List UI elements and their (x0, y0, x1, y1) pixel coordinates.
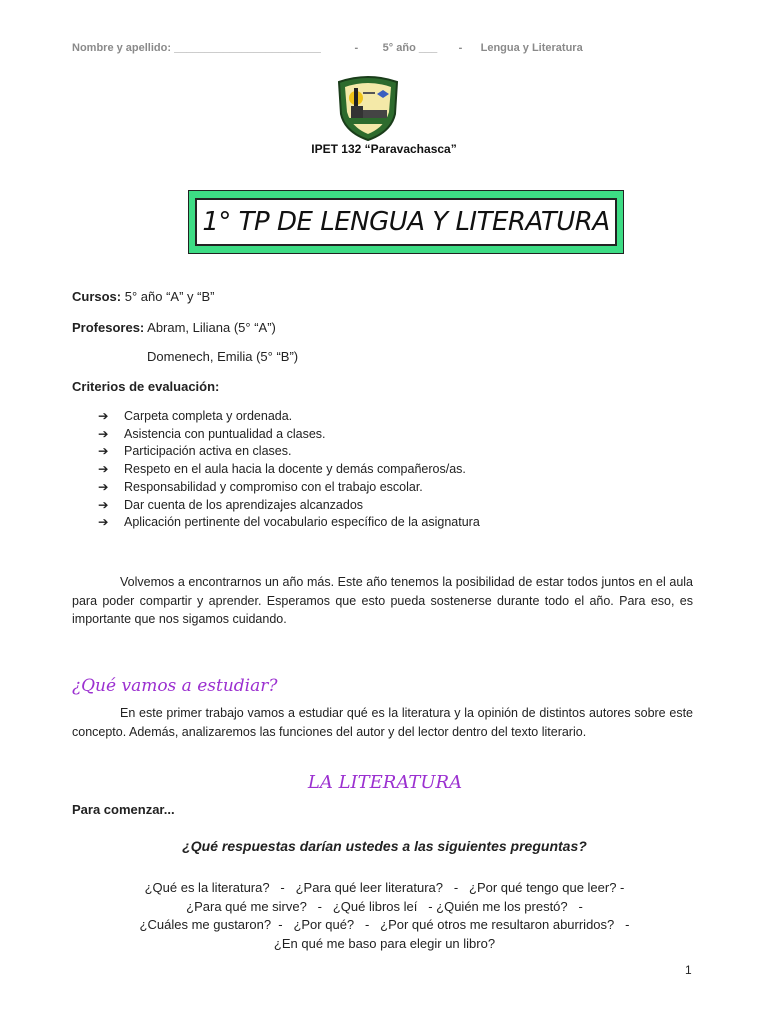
criteria-list (98, 408, 480, 532)
arrow-icon: ➔ (98, 426, 109, 441)
teachers-line (72, 320, 276, 335)
page-number: 1 (685, 963, 692, 977)
question-line: ¿Qué es la literatura? - ¿Para qué leer literatura? - ¿Por qué tengo que leer? - (144, 880, 625, 895)
student-header (72, 42, 632, 54)
section-title: LA LITERATURA (307, 772, 463, 793)
courses-label: Cursos: (72, 289, 122, 304)
school-name: IPET 132 “Paravachasca” (311, 142, 457, 156)
header-separator: - (458, 42, 463, 54)
list-item: ➔ Carpeta completa y ordenada. (98, 408, 480, 426)
question-line: ¿Para qué me sirve? - ¿Qué libros leí - ¿Quién me los prestó? - (186, 898, 583, 914)
study-heading: ¿Qué vamos a estudiar? (72, 676, 278, 696)
list-item: ➔ Asistencia con puntualidad a clases. (98, 426, 480, 444)
school-logo (333, 74, 403, 142)
list-item: ➔ Aplicación pertinente del vocabulario específico de la asignatura (98, 514, 480, 532)
subject-label: Lengua y Literatura (480, 42, 583, 54)
question-line: ¿Cuáles me gustaron? - ¿Por qué? - ¿Por qué otros me resultaron aburridos? - (139, 917, 630, 932)
teacher-1: Abram, Liliana (5° “A”) (144, 320, 276, 335)
name-field-label: Nombre y apellido: ________________________ (72, 42, 321, 54)
header-separator: - (354, 42, 359, 54)
document-title: 1° TP DE LENGUA Y LITERATURA (195, 198, 617, 246)
title-banner (188, 190, 624, 254)
arrow-icon: ➔ (98, 497, 109, 512)
question-line: ¿En qué me baso para elegir un libro? (273, 935, 496, 951)
intro-paragraph: Volvemos a encontrarnos un año más. Este año tenemos la posibilidad de estar todos juntos en el aula para poder compartir y aprender. Esperamos que esto pueda sostenerse durante todo el año. Para eso, es importante que nos sigamos cuidando. (72, 575, 693, 626)
list-item: ➔ Participación activa en clases. (98, 443, 480, 461)
criteria-label: Criterios de evaluación: (72, 379, 220, 394)
arrow-icon: ➔ (98, 444, 109, 459)
list-item: ➔ Respeto en el aula hacia la docente y demás compañeros/as. (98, 461, 480, 479)
teachers-label: Profesores: (72, 320, 145, 335)
list-item: ➔ Responsabilidad y compromiso con el trabajo escolar. (98, 479, 480, 497)
arrow-icon: ➔ (98, 462, 109, 477)
study-paragraph: En este primer trabajo vamos a estudiar qué es la literatura y la opinión de distintos autores sobre este concepto. Además, analizaremos las funciones del autor y del lector dentro del texto literario. (72, 706, 693, 739)
start-label: Para comenzar... (72, 802, 175, 817)
list-item: ➔ Dar cuenta de los aprendizajes alcanzados (98, 497, 480, 515)
arrow-icon: ➔ (98, 479, 109, 494)
question-heading: ¿Qué respuestas darían ustedes a las siguientes preguntas? (182, 838, 587, 854)
teacher-2: Domenech, Emilia (5° “B”) (147, 349, 299, 364)
arrow-icon: ➔ (98, 515, 109, 530)
courses-line (72, 289, 214, 304)
courses-value: 5° año “A” y “B” (121, 289, 215, 304)
year-field-label: 5° año ___ (382, 42, 438, 54)
questions-block (72, 879, 697, 953)
arrow-icon: ➔ (98, 409, 109, 423)
